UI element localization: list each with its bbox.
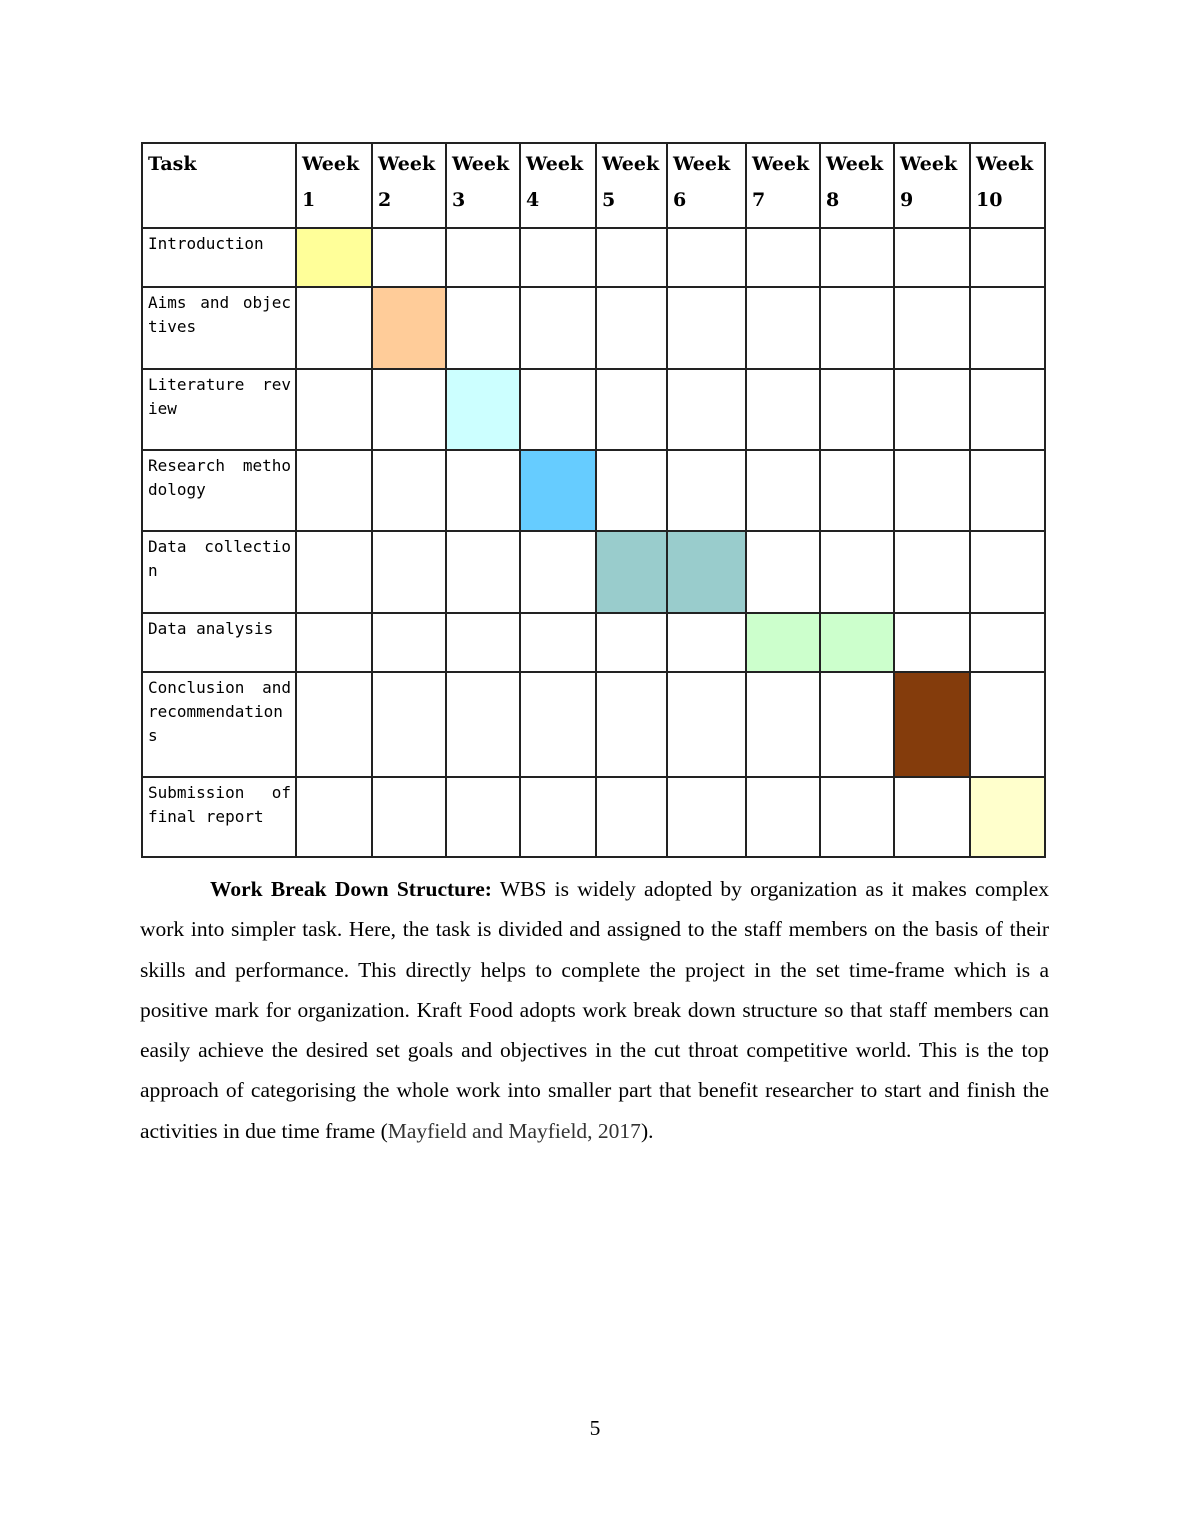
- empty-week-cell: [520, 777, 596, 857]
- week-header-label: Week 8: [826, 153, 884, 211]
- empty-week-cell: [596, 287, 667, 369]
- empty-week-cell: [820, 450, 894, 531]
- empty-week-cell: [894, 369, 970, 450]
- empty-week-cell: [520, 369, 596, 450]
- scheduled-week-cell: [520, 450, 596, 531]
- work-schedule-table: [141, 142, 1046, 858]
- empty-week-cell: [894, 777, 970, 857]
- empty-week-cell: [446, 672, 520, 777]
- empty-week-cell: [372, 450, 446, 531]
- week-3-header: [446, 143, 520, 228]
- week-7-header: [746, 143, 820, 228]
- empty-week-cell: [667, 228, 746, 287]
- schedule-row: [142, 613, 1045, 672]
- citation: Mayfield and Mayfield, 2017: [387, 1118, 641, 1143]
- week-header-label: Week 2: [378, 153, 436, 211]
- scheduled-week-cell: [596, 531, 667, 613]
- empty-week-cell: [970, 531, 1045, 613]
- task-name-cell: Literature review: [142, 369, 296, 450]
- empty-week-cell: [894, 228, 970, 287]
- table-header-row: [142, 143, 1045, 228]
- empty-week-cell: [296, 531, 372, 613]
- empty-week-cell: [970, 228, 1045, 287]
- empty-week-cell: [596, 613, 667, 672]
- empty-week-cell: [746, 672, 820, 777]
- empty-week-cell: [667, 613, 746, 672]
- empty-week-cell: [446, 287, 520, 369]
- empty-week-cell: [446, 777, 520, 857]
- citation-close: ).: [640, 1118, 654, 1143]
- schedule-row: [142, 228, 1045, 287]
- week-1-header: [296, 143, 372, 228]
- week-header-label: Week 6: [673, 153, 731, 211]
- week-header-label: Week 9: [900, 153, 958, 211]
- task-name-cell: Submission of final report: [142, 777, 296, 857]
- paragraph-lead: Work Break Down Structure:: [210, 877, 492, 901]
- empty-week-cell: [746, 777, 820, 857]
- empty-week-cell: [667, 777, 746, 857]
- empty-week-cell: [894, 613, 970, 672]
- week-2-header: [372, 143, 446, 228]
- task-name-cell: Conclusion and recommendations: [142, 672, 296, 777]
- scheduled-week-cell: [820, 613, 894, 672]
- empty-week-cell: [667, 369, 746, 450]
- empty-week-cell: [894, 287, 970, 369]
- empty-week-cell: [296, 613, 372, 672]
- empty-week-cell: [372, 369, 446, 450]
- empty-week-cell: [820, 777, 894, 857]
- empty-week-cell: [446, 228, 520, 287]
- task-name-cell: Data collection: [142, 531, 296, 613]
- empty-week-cell: [970, 287, 1045, 369]
- wbs-paragraph: [140, 869, 1049, 1151]
- empty-week-cell: [596, 672, 667, 777]
- week-10-header: [970, 143, 1045, 228]
- empty-week-cell: [296, 369, 372, 450]
- scheduled-week-cell: [446, 369, 520, 450]
- week-header-label: Week 10: [976, 153, 1034, 211]
- empty-week-cell: [296, 287, 372, 369]
- empty-week-cell: [667, 450, 746, 531]
- week-header-label: Week 4: [526, 153, 584, 211]
- scheduled-week-cell: [667, 531, 746, 613]
- empty-week-cell: [667, 672, 746, 777]
- empty-week-cell: [296, 672, 372, 777]
- empty-week-cell: [296, 450, 372, 531]
- empty-week-cell: [970, 450, 1045, 531]
- task-name-cell: Research methodology: [142, 450, 296, 531]
- empty-week-cell: [820, 531, 894, 613]
- empty-week-cell: [596, 228, 667, 287]
- empty-week-cell: [746, 450, 820, 531]
- scheduled-week-cell: [894, 672, 970, 777]
- scheduled-week-cell: [372, 287, 446, 369]
- empty-week-cell: [372, 531, 446, 613]
- schedule-row: [142, 531, 1045, 613]
- schedule-row: [142, 672, 1045, 777]
- empty-week-cell: [520, 613, 596, 672]
- empty-week-cell: [520, 672, 596, 777]
- empty-week-cell: [446, 613, 520, 672]
- empty-week-cell: [746, 369, 820, 450]
- empty-week-cell: [746, 287, 820, 369]
- empty-week-cell: [372, 613, 446, 672]
- week-header-label: Week 7: [752, 153, 810, 211]
- empty-week-cell: [820, 228, 894, 287]
- week-4-header: [520, 143, 596, 228]
- empty-week-cell: [596, 369, 667, 450]
- empty-week-cell: [820, 287, 894, 369]
- empty-week-cell: [820, 369, 894, 450]
- week-header-label: Week 5: [602, 153, 660, 211]
- task-name-cell: Aims and objectives: [142, 287, 296, 369]
- scheduled-week-cell: [970, 777, 1045, 857]
- empty-week-cell: [372, 228, 446, 287]
- empty-week-cell: [746, 531, 820, 613]
- schedule-row: [142, 777, 1045, 857]
- empty-week-cell: [596, 777, 667, 857]
- empty-week-cell: [970, 613, 1045, 672]
- scheduled-week-cell: [296, 228, 372, 287]
- empty-week-cell: [970, 369, 1045, 450]
- empty-week-cell: [667, 287, 746, 369]
- empty-week-cell: [446, 450, 520, 531]
- task-name-cell: Data analysis: [142, 613, 296, 672]
- empty-week-cell: [520, 531, 596, 613]
- empty-week-cell: [446, 531, 520, 613]
- empty-week-cell: [746, 228, 820, 287]
- schedule-row: [142, 450, 1045, 531]
- empty-week-cell: [296, 777, 372, 857]
- week-5-header: [596, 143, 667, 228]
- empty-week-cell: [970, 672, 1045, 777]
- scheduled-week-cell: [746, 613, 820, 672]
- empty-week-cell: [372, 672, 446, 777]
- empty-week-cell: [520, 287, 596, 369]
- empty-week-cell: [894, 450, 970, 531]
- task-name-cell: Introduction: [142, 228, 296, 287]
- page-number: 5: [589, 1416, 601, 1440]
- paragraph-text: WBS is widely adopted by organization as it makes complex work into simpler task. Here, the task is divided and assigned to the staff members on the basis of their skills and performance. This directly helps to complete the project in the set time-frame which is a positive mark for organization. Kraft Food adopts work break down structure so that staff members can easily achieve the desired set goals and objectives in the cut throat competitive world. This is the top approach of categorising the whole work into smaller part that benefit researcher to start and finish the activities in due time frame (: [140, 877, 1049, 1143]
- week-9-header: [894, 143, 970, 228]
- empty-week-cell: [596, 450, 667, 531]
- week-8-header: [820, 143, 894, 228]
- empty-week-cell: [894, 531, 970, 613]
- schedule-rows: [142, 228, 1045, 857]
- week-6-header: [667, 143, 746, 228]
- schedule-row: [142, 369, 1045, 450]
- week-header-label: Week 3: [452, 153, 510, 211]
- empty-week-cell: [820, 672, 894, 777]
- schedule-row: [142, 287, 1045, 369]
- task-column-header: Task: [142, 143, 296, 228]
- week-header-label: Week 1: [302, 153, 360, 211]
- empty-week-cell: [372, 777, 446, 857]
- empty-week-cell: [520, 228, 596, 287]
